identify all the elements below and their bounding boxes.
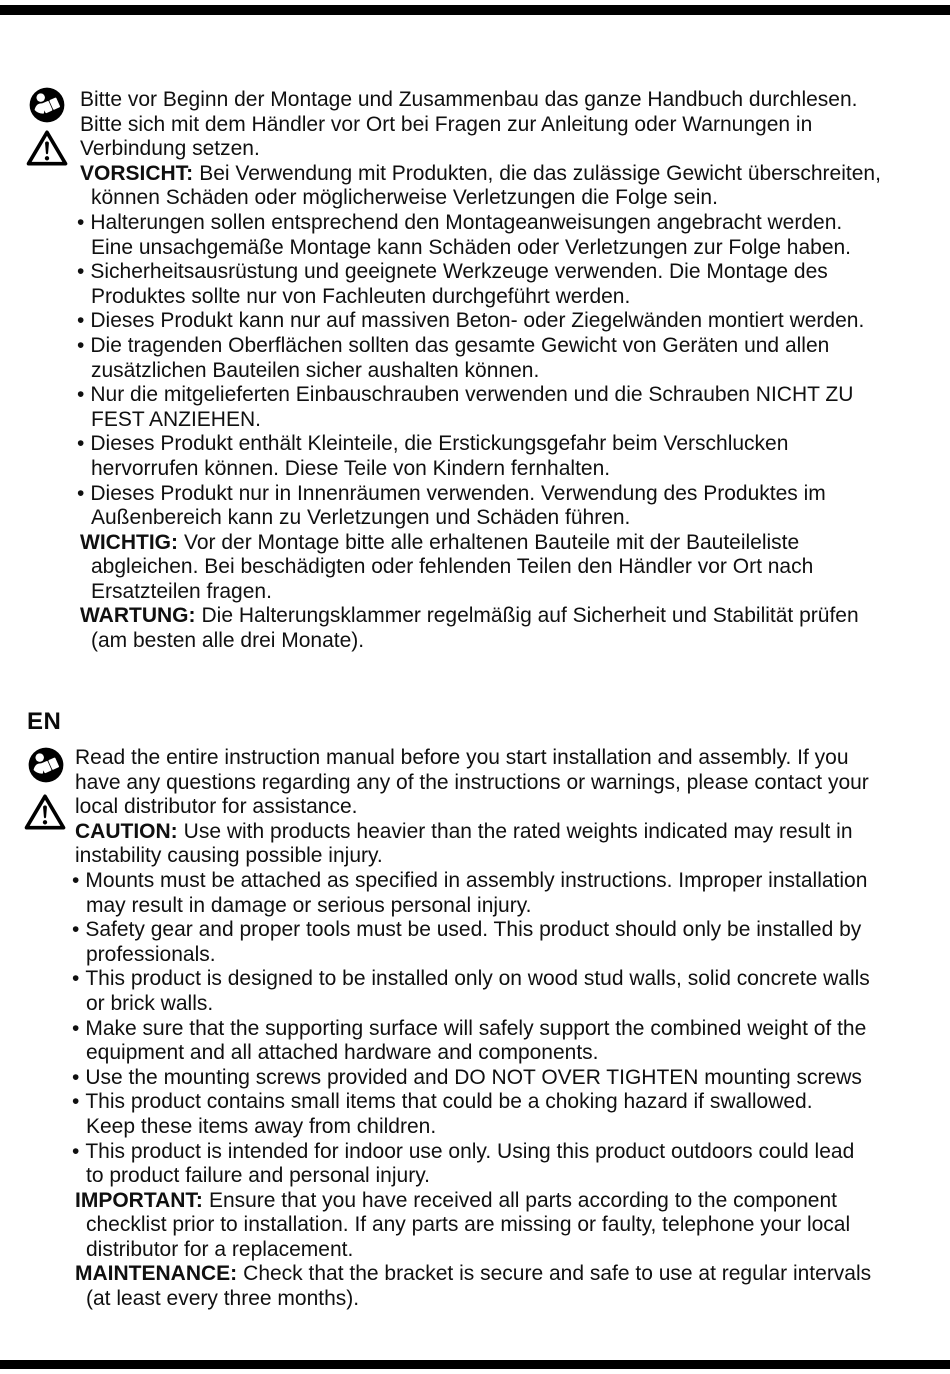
- bullet-marker: •: [77, 309, 85, 333]
- text-column: [72, 744, 943, 1312]
- text-line: [80, 137, 943, 162]
- text-line: [72, 869, 943, 894]
- text-line: [77, 334, 943, 359]
- text-line-content: FEST ANZIEHEN.: [91, 407, 261, 431]
- text-line: [75, 746, 943, 771]
- paragraph-bullet: [77, 260, 943, 309]
- text-line-content: or brick walls.: [86, 991, 214, 1015]
- bold-label: CAUTION:: [75, 819, 178, 843]
- text-line-content: Sicherheitsausrüstung und geeignete Werkzeuge verwenden. Die Montage des: [90, 260, 828, 284]
- bullet-marker: •: [72, 1139, 80, 1163]
- text-line: [86, 943, 943, 968]
- text-line-content: may result in damage or serious personal injury.: [86, 893, 532, 917]
- paragraph-bullet: [77, 481, 943, 531]
- text-line-content: Use with products heavier than the rated weights indicated may result in: [183, 819, 853, 843]
- text-line: [86, 1238, 943, 1263]
- read-manual-icon: [29, 87, 65, 123]
- text-line: [91, 580, 943, 605]
- paragraph-bullet: [77, 383, 943, 432]
- text-line: [86, 894, 943, 919]
- paragraph-bullet: [72, 1016, 943, 1066]
- read-manual-icon: [28, 747, 64, 783]
- top-rule: [0, 5, 950, 15]
- paragraph-bullet: [72, 1090, 943, 1139]
- text-line-content: This product is intended for indoor use only. Using this product outdoors could lead: [85, 1139, 855, 1163]
- paragraph-bullet: [72, 967, 943, 1016]
- text-line-content: equipment and all attached hardware and components.: [86, 1041, 599, 1065]
- paragraph-bullet: [77, 210, 943, 260]
- text-line: [77, 482, 943, 507]
- bold-label: WARTUNG:: [80, 604, 196, 628]
- paragraph-bullet: [77, 333, 943, 383]
- paragraph-bullet: [72, 918, 943, 967]
- text-line-content: Dieses Produkt enthält Kleinteile, die Erstickungsgefahr beim Verschlucken: [90, 432, 789, 456]
- section-en: [25, 744, 943, 1312]
- paragraph-labeled: [80, 604, 943, 653]
- text-line-content: Halterungen sollen entsprechend den Montageanweisungen angebracht werden.: [90, 210, 843, 234]
- text-line: [91, 506, 943, 531]
- text-line: [91, 236, 943, 261]
- text-line: [80, 88, 943, 113]
- text-line: [91, 285, 943, 310]
- text-line: [80, 113, 943, 138]
- text-line-content: zusätzlichen Bauteilen sicher aushalten können.: [91, 358, 540, 382]
- text-line-content: Produktes sollte nur von Fachleuten durchgeführt werden.: [91, 284, 631, 308]
- text-line-content: instability causing possible injury.: [75, 844, 383, 868]
- bullet-marker: •: [72, 1090, 80, 1114]
- section-de: [28, 86, 943, 654]
- bullet-marker: •: [72, 1016, 80, 1040]
- text-line-content: Eine unsachgemäße Montage kann Schäden oder Verletzungen zur Folge haben.: [91, 235, 852, 259]
- paragraph-plain: [80, 88, 943, 162]
- text-line-content: können Schäden oder möglicherweise Verletzungen die Folge sein.: [91, 186, 718, 210]
- paragraph-plain: [75, 746, 943, 820]
- text-line-content: Die Halterungsklammer regelmäßig auf Sicherheit und Stabilität prüfen: [201, 604, 859, 628]
- text-line: [80, 162, 943, 187]
- text-line: [75, 1262, 943, 1287]
- text-line-content: Use the mounting screws provided and DO NOT OVER TIGHTEN mounting screws: [85, 1065, 862, 1089]
- text-line-content: Read the entire instruction manual before you start installation and assembly. If you: [75, 746, 849, 769]
- text-line: [75, 844, 943, 869]
- text-line-content: have any questions regarding any of the instructions or warnings, please contact your: [75, 770, 869, 794]
- text-column: [77, 86, 943, 654]
- text-line: [77, 383, 943, 408]
- text-line: [75, 1189, 943, 1214]
- text-line: [72, 1017, 943, 1042]
- paragraph-bullet: [72, 868, 943, 918]
- text-line-content: Ensure that you have received all parts according to the component: [208, 1188, 837, 1212]
- warning-triangle-icon: [26, 129, 68, 167]
- text-line: [77, 432, 943, 457]
- text-line-content: Mounts must be attached as specified in assembly instructions. Improper installation: [85, 868, 868, 892]
- text-line-content: Safety gear and proper tools must be used. This product should only be installed by: [85, 918, 862, 942]
- text-line: [86, 1287, 943, 1312]
- text-line: [86, 1213, 943, 1238]
- text-line-content: Vor der Montage bitte alle erhaltenen Bauteile mit der Bauteileliste: [183, 530, 800, 554]
- text-line: [75, 820, 943, 845]
- paragraph-bullet: [72, 1065, 943, 1091]
- text-line-content: to product failure and personal injury.: [86, 1164, 430, 1188]
- text-line-content: Außenbereich kann zu Verletzungen und Schäden führen.: [91, 506, 631, 530]
- text-line-content: abgleichen. Bei beschädigten oder fehlenden Teilen den Händler vor Ort nach: [91, 555, 814, 579]
- bullet-marker: •: [77, 432, 85, 456]
- text-line-content: This product contains small items that could be a choking hazard if swallowed.: [85, 1090, 813, 1114]
- paragraph-labeled: [75, 820, 943, 869]
- text-line-content: Bitte vor Beginn der Montage und Zusammenbau das ganze Handbuch durchlesen.: [80, 88, 858, 111]
- text-line: [77, 211, 943, 236]
- paragraph-bullet: [77, 432, 943, 481]
- text-line-content: Bei Verwendung mit Produkten, die das zulässige Gewicht überschreiten,: [199, 161, 881, 185]
- text-line-content: Dieses Produkt nur in Innenräumen verwenden. Verwendung des Produktes im: [90, 481, 826, 505]
- text-line-content: This product is designed to be installed only on wood stud walls, solid concrete walls: [85, 967, 870, 991]
- warning-triangle-icon: [24, 793, 66, 831]
- bullet-marker: •: [72, 868, 80, 892]
- bullet-marker: •: [77, 481, 85, 505]
- language-label: EN: [27, 708, 62, 735]
- text-line-content: Bitte sich mit dem Händler vor Ort bei Fragen zur Anleitung oder Warnungen in: [80, 112, 813, 136]
- text-line-content: Nur die mitgelieferten Einbauschrauben verwenden und die Schrauben NICHT ZU: [90, 383, 854, 407]
- bullet-marker: •: [72, 918, 80, 942]
- text-line-content: (am besten alle drei Monate).: [91, 629, 365, 653]
- text-line: [91, 408, 943, 433]
- bullet-marker: •: [77, 210, 85, 234]
- text-line: [86, 992, 943, 1017]
- bold-label: IMPORTANT:: [75, 1188, 203, 1212]
- text-line-content: Keep these items away from children.: [86, 1114, 437, 1138]
- paragraph-labeled: [80, 162, 943, 211]
- text-line: [86, 1115, 943, 1140]
- text-line-content: Check that the bracket is secure and safe to use at regular intervals: [243, 1262, 872, 1286]
- text-line: [86, 1041, 943, 1066]
- text-line-content: Make sure that the supporting surface will safely support the combined weight of the: [85, 1016, 867, 1040]
- bullet-marker: •: [77, 383, 85, 407]
- text-line-content: Die tragenden Oberflächen sollten das gesamte Gewicht von Geräten und allen: [90, 333, 830, 357]
- bullet-marker: •: [77, 260, 85, 284]
- text-line-content: Ersatzteilen fragen.: [91, 579, 272, 603]
- text-line: [91, 629, 943, 654]
- text-line: [72, 918, 943, 943]
- text-line-content: hervorrufen können. Diese Teile von Kindern fernhalten.: [91, 456, 611, 480]
- text-line-content: Dieses Produkt kann nur auf massiven Beton- oder Ziegelwänden montiert werden.: [90, 309, 865, 333]
- text-line: [72, 967, 943, 992]
- paragraph-labeled: [75, 1262, 943, 1311]
- text-line-content: checklist prior to installation. If any parts are missing or faulty, telephone your local: [86, 1213, 851, 1237]
- text-line: [72, 1090, 943, 1115]
- text-line: [72, 1140, 943, 1165]
- text-line-content: professionals.: [86, 942, 216, 966]
- bullet-marker: •: [72, 1065, 80, 1089]
- paragraph-labeled: [80, 531, 943, 605]
- text-line: [91, 457, 943, 482]
- bold-label: MAINTENANCE:: [75, 1262, 238, 1286]
- bullet-marker: •: [77, 333, 85, 357]
- bullet-marker: •: [72, 967, 80, 991]
- paragraph-bullet: [72, 1139, 943, 1189]
- text-line-content: local distributor for assistance.: [75, 795, 358, 819]
- paragraph-labeled: [75, 1189, 943, 1263]
- text-line: [91, 359, 943, 384]
- text-line: [75, 795, 943, 820]
- text-line-content: (at least every three months).: [86, 1287, 360, 1311]
- text-line: [80, 604, 943, 629]
- text-line-content: distributor for a replacement.: [86, 1237, 354, 1261]
- text-line: [77, 309, 943, 334]
- bottom-rule: [0, 1360, 950, 1369]
- text-line: [75, 771, 943, 796]
- text-line-content: Verbindung setzen.: [80, 137, 260, 161]
- text-line: [86, 1164, 943, 1189]
- paragraph-bullet: [77, 309, 943, 334]
- text-line: [80, 531, 943, 556]
- text-line: [77, 260, 943, 285]
- text-line: [72, 1066, 943, 1091]
- text-line: [91, 555, 943, 580]
- bold-label: VORSICHT:: [80, 161, 194, 185]
- text-line: [91, 186, 943, 211]
- bold-label: WICHTIG:: [80, 530, 178, 554]
